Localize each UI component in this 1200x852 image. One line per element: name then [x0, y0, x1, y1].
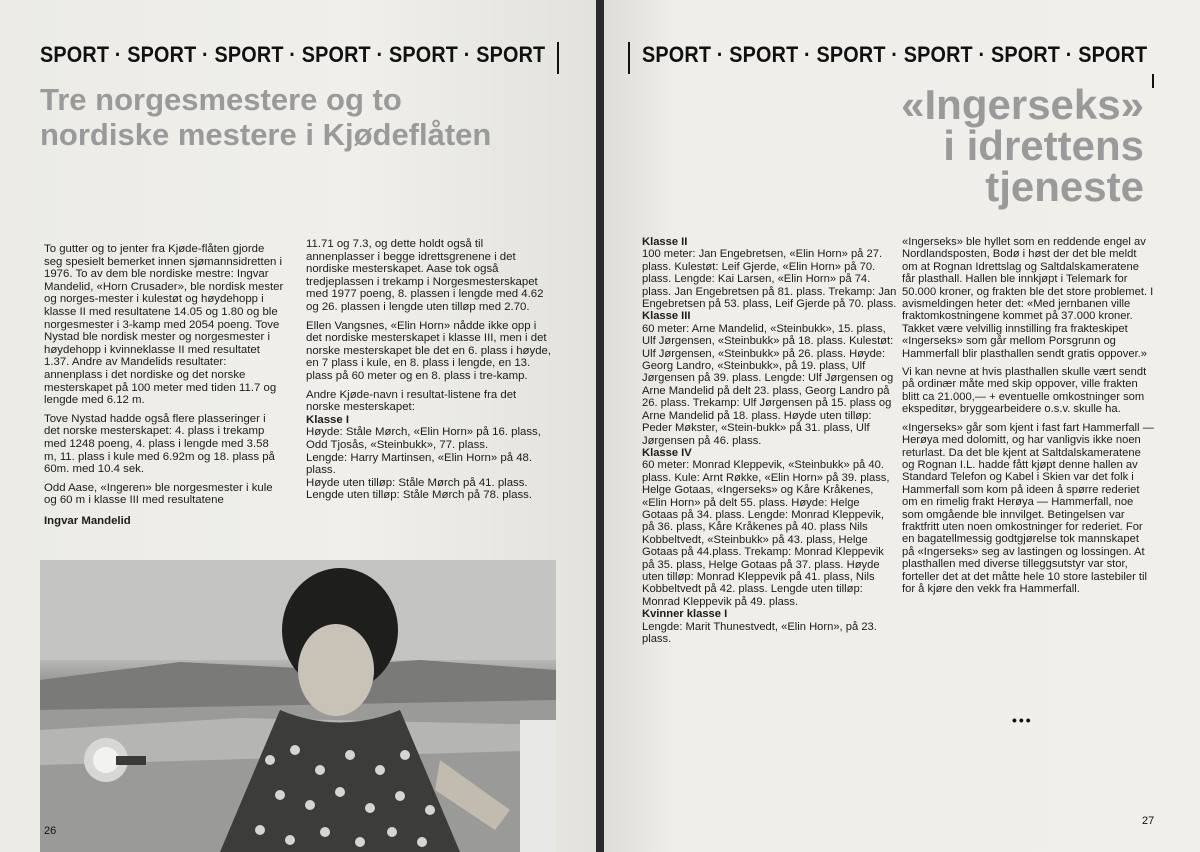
left-col2-intro: Andre Kjøde-navn i resultat-listene fra det norske mesterskapet: [306, 388, 517, 414]
left-page [0, 0, 596, 852]
end-marker: ••• [1012, 712, 1033, 728]
klasse-2-heading: Klasse II [642, 236, 688, 248]
right-page [604, 0, 1200, 852]
right-headline-line3: tjeneste [985, 163, 1144, 210]
book-gutter [596, 0, 604, 852]
left-headline [40, 84, 491, 150]
left-klasse-1-line: Lengde uten tilløp: Ståle Mørch på 78. plass. [306, 489, 533, 502]
left-col1-paragraph-2: Tove Nystad hadde også flere plasseringer i det norske mesterskapet: 4. plass i trekamp med 1248 poeng, 4. plass i lengde med 3.58 m, 11. plass i kule med 6.92m og 18. plass på 60m. med 10.4 sek. [44, 412, 275, 476]
right-column-2 [902, 236, 1154, 601]
klasse-3-heading: Klasse III [642, 310, 691, 323]
left-headline-line2: nordiske mestere i Kjødeflåten [40, 117, 492, 152]
klasse-3-results: 60 meter: Arne Mandelid, «Steinbukk», 15. plass, Ulf Jørgensen, «Steinbukk» på 18. plass. Kulestøt: Ulf Jørgensen, «Steinbukk» på 26. plass. Høyde: Georg Landro, «Steinbukk», på 19. plass, Ulf Jørgensen på 39. plass. Lengde: Ulf Jørgensen og Arne Mandelid på delt 23. plass, Georg Landro på 26. plass. Trekamp: Ulf Jørgensen på 15. plass og Arne Mandelid på 18. plass. Høyde uten tilløp: Peder Møkster, «Stein-bukk» på 31. plass, Ulf Jørgensen på 46. plass. [642, 322, 894, 447]
right-headline-line1: «Ingerseks» [901, 81, 1144, 128]
left-col2-paragraph-3 [306, 389, 552, 414]
left-klasse-1-line: Lengde: Harry Martinsen, «Elin Horn» på 48. plass. [306, 451, 533, 477]
photo-illustration [40, 560, 556, 852]
left-col1-paragraph-1: To gutter og to jenter fra Kjøde-flåten gjorde seg spesielt bemerket innen sjømannsidretten i 1976. To av dem ble nordiske mestre: Ingvar Mandelid, «Horn Crusader», ble nordisk mester og norges-mester i kulestøt og høydehopp i klasse II med resultatene 14.05 og 1.80 og ble norgesmester i 3-kamp med 2054 poeng. Tove Nystad ble nordisk mester og norgesmester i høydehopp i kvinneklasse II med resultatet 1.37. Andre av Mandelids resultater: annenplass i det nordiske og det norske mesterskapet på 100 meter med tiden 11.7 og lengde med 6.12 m. [44, 243, 284, 407]
right-sport-header: SPORT · SPORT · SPORT · SPORT · SPORT · SPORT [642, 42, 1148, 67]
left-header-rule [557, 42, 559, 74]
left-column-2 [306, 238, 552, 502]
left-column-1 [44, 243, 284, 533]
right-col2-paragraph-3: «Ingerseks» går som kjent i fast fart Hammerfall — Herøya med dolomitt, og har vanligvis ikke noen returlast. Da det ble kjent at Saltdalskameratene og Rognan I.L. hadde fått kjøpt denne hallen av Standard Telefon og Kabel i Skien var det folk i Hammerfall som kom på ideen å spørre rederiet om en rimelig frakt Herøya — Hammerfall, noe som omgående ble innvilget. Betingelsen var fraktfritt uten noen omkostninger for rederiet. For en bagatellmessig godtgjørelse tok mannskapet på «Ingerseks» seg av lastingen og lossingen. At plasthallen med diverse tilleggsutstyr var stor, forteller det at det måtte hele 10 store lastebiler til for å kjøre den vekk fra Hammerfall. [902, 421, 1154, 595]
right-header-rule-end [1152, 74, 1154, 88]
left-headline-line1: Tre norgesmestere og to [40, 82, 402, 117]
right-col2-paragraph-1: «Ingerseks» ble hyllet som en reddende engel av Nordlandsposten, Bodø i høst der det ble meldt om at Rognan Idrettslag og Saltdalskameratene får plasthall. Hallen ble innkjøpt i Telemark for 50.000 kroner, og frakten ble det store problemet. I avismeldingen heter det: «Med jernbanen ville fraktomkostningene kommet på 37.000 kroner. Takket være velvillig innstilling fra frakteskipet «Ingerseks» som går mellom Porsgrunn og Hammerfall blir plasthallen sendt gratis oppover.» [902, 236, 1154, 360]
right-header-rule [628, 42, 630, 74]
left-col1-paragraph-3: Odd Aase, «Ingeren» ble norgesmester i kule og 60 m i klasse III med resultatene [44, 481, 273, 507]
klasse-4-heading: Klasse IV [642, 446, 692, 459]
left-klasse-1-heading: Klasse I [306, 413, 350, 426]
left-col2-paragraph-2: Ellen Vangsnes, «Elin Horn» nådde ikke opp i det nordiske mesterskapet i klasse III, men i det norske mesterskapet ble det en 6. plass i høyde, en 7 plass i kule, en 8. plass i lengde, en 13. plass på 60 meter og en 8. plass i tre-kamp. [306, 319, 552, 382]
left-col2-paragraph-1: 11.71 og 7.3, og dette holdt også til annenplasser i begge idrettsgrenene i det nordiske mesterskapet. Aase tok også tredjeplassen i trekamp i Norgesmesterskapet med 1977 poeng, 8. plassen i lengde med 4.62 og 26. plassen i lengde uten tilløp med 2.70. [306, 238, 544, 313]
klasse-4-results: 60 meter: Monrad Kleppevik, «Steinbukk» på 40. plass. Kule: Arnt Røkke, «Elin Horn» på 39. plass, Helge Gotaas, «Ingerseks» og Kåre Kråkenes, «Elin Horn» på delt 55. plass. Høyde: Helge Gotaas på 34. plass. Lengde: Monrad Kleppevik, på 36. plass, Kåre Kråkenes på 40. plass Nils Kobbeltvedt, «Steinbukk» på 43. plass, Helge Gotaas på 44.plass. Trekamp: Monrad Kleppevik på 35. plass, Helge Gotaas på 37. plass. Høyde uten tilløp: Monrad Kleppevik på 41. plass, Nils Kobbeltvedt på 42. plass. Lengde uten tilløp: Monrad Kleppevik på 49. plass. [642, 459, 890, 608]
right-column-1 [642, 236, 898, 645]
right-page-number: 27 [1142, 815, 1155, 827]
ingvar-mandelid-photo [40, 560, 556, 852]
kvinner-klasse-1-heading: Kvinner klasse I [642, 608, 728, 621]
left-sport-header: SPORT · SPORT · SPORT · SPORT · SPORT · SPORT [40, 42, 546, 67]
left-klasse-1-line: Høyde: Ståle Mørch, «Elin Horn» på 16. plass, Odd Tjosås, «Steinbukk», 77. plass. [306, 426, 541, 451]
right-col2-paragraph-2: Vi kan nevne at hvis plasthallen skulle vært sendt på ordinær måte med skip oppover, ville frakten blitt ca 21.000,— + eventuelle omkostninger som ekspeditør, bryggearbeidere o.s.v. skulle ha. [902, 366, 1147, 416]
right-headline [901, 81, 1144, 210]
photo-caption: Ingvar Mandelid [44, 514, 131, 527]
kvinner-klasse-1-results: Lengde: Marit Thunestvedt, «Elin Horn», på 23. plass. [642, 620, 877, 645]
left-klasse-1-line: Høyde uten tilløp: Ståle Mørch på 41. plass. [306, 476, 528, 489]
right-headline-line2: i idrettens [943, 122, 1144, 169]
left-page-number: 26 [44, 825, 57, 837]
klasse-2-results: 100 meter: Jan Engebretsen, «Elin Horn» på 27. plass. Kulestøt: Leif Gjerde, «Elin Horn» på 70. plass. Lengde: Kai Larsen, «Elin Horn» på 74. plass. Jan Engebretsen på 81. plass. Trekamp: Jan Engebretsen på 53. plass, Leif Gjerde på 70. plass. [642, 248, 897, 311]
